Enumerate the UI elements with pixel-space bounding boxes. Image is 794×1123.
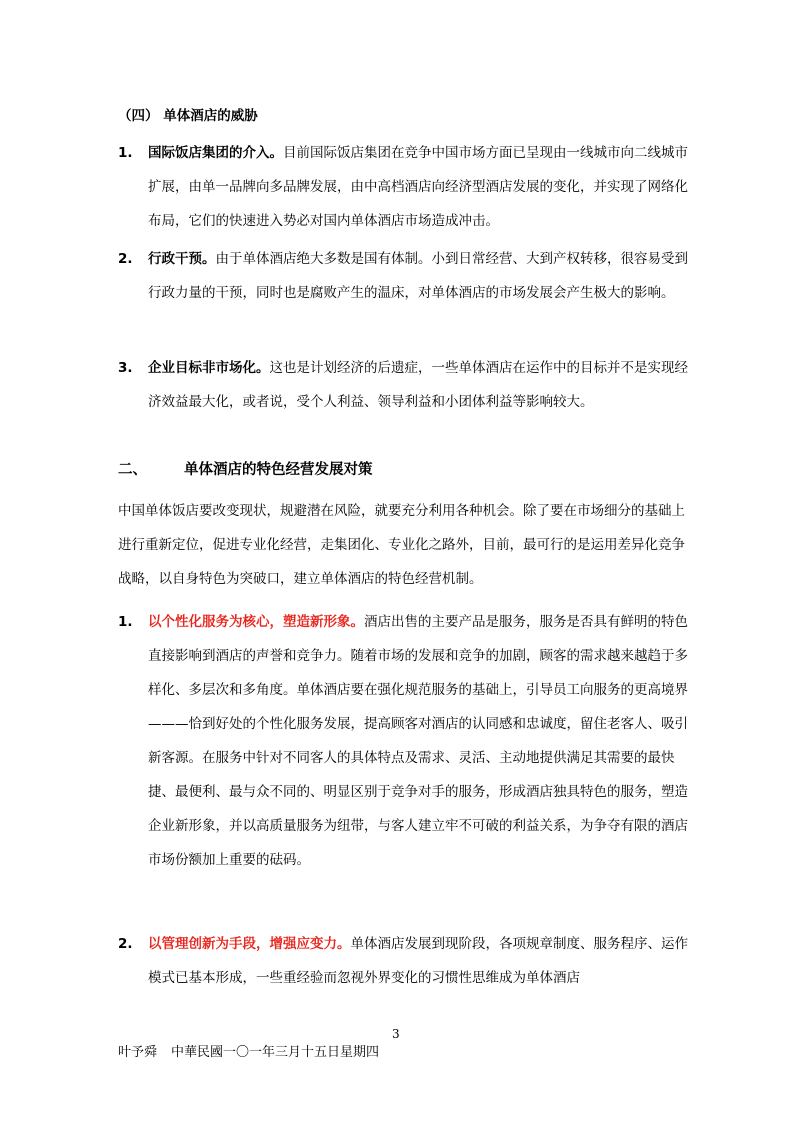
item-text: 单体酒店发展到现阶段，各项规章制度、服务程序、运作模式已基本形成，一些重经验而忽视外界变化的习惯性思维成为单体酒店 xyxy=(148,936,688,986)
intro-paragraph: 中国单体饭店要改变现状，规避潜在风险，就要充分利用各种机会。除了要在市场细分的基础上进行重新定位，促进专业化经营，走集团化、专业化之路外，目前，最可行的是运用差异化竞争战略，以自身特色为突破口，建立单体酒店的特色经营机制。 xyxy=(118,503,685,587)
item-text: 这也是计划经济的后遗症，一些单体酒店在运作中的目标并不是实现经济效益最大化，或者说，受个人利益、领导利益和小团体利益等影响较大。 xyxy=(148,360,688,410)
threats-heading: （四） 单体酒店的威胁 xyxy=(118,108,258,124)
item-number: 2. xyxy=(118,936,133,952)
item-lead: 国际饭店集团的介入。 xyxy=(148,145,283,161)
section-heading xyxy=(118,458,373,479)
item-text: 由于单体酒店绝大多数是国有体制。小到日常经营、大到产权转移，很容易受到行政力量的干预，同时也是腐败产生的温床，对单体酒店的市场发展会产生极大的影响。 xyxy=(148,251,688,301)
item-text: 酒店出售的主要产品是服务，服务是否具有鲜明的特色直接影响到酒店的声誉和竞争力。随着市场的发展和竞争的加剧，顾客的需求越来越趋于多样化、多层次和多角度。单体酒店要在强化规范服务的基础上，引导员工向服务的更高境界———恰到好处的个性化服务发展，提高顾客对酒店的认同感和忠诚度，留住老客人、吸引新客源。在服务中针对不同客人的具体特点及需求、灵活、主动地提供满足其需要的最快捷、最便利、最与众不同的、明显区别于竞争对手的服务，形成酒店独具特色的服务，塑造企业新形象，并以高质量服务为纽带，与客人建立牢不可破的利益关系，为争夺有限的酒店市场份额加上重要的砝码。 xyxy=(148,614,688,868)
item-lead: 企业目标非市场化。 xyxy=(148,360,270,376)
footer-date: 中華民國一〇一年三月十五日星期四 xyxy=(171,1045,380,1060)
threat-item-3 xyxy=(118,351,688,419)
footer xyxy=(118,1041,379,1060)
strategy-item-2 xyxy=(118,927,688,995)
section-title: 单体酒店的特色经营发展对策 xyxy=(184,462,373,478)
item-number: 2. xyxy=(118,251,133,267)
section-number: 二、 xyxy=(118,462,147,478)
item-number: 1. xyxy=(118,614,133,630)
item-lead: 以个性化服务为核心，塑造新形象。 xyxy=(148,614,364,630)
page-number: 3 xyxy=(392,1027,400,1041)
item-number: 1. xyxy=(118,145,133,161)
item-lead: 行政干预。 xyxy=(148,251,216,267)
threat-item-1 xyxy=(118,136,688,238)
item-lead: 以管理创新为手段，增强应变力。 xyxy=(148,936,351,952)
threat-item-2 xyxy=(118,242,688,310)
item-text: 目前国际饭店集团在竞争中国市场方面已呈现由一线城市向二线城市扩展，由单一品牌向多品牌发展，由中高档酒店向经济型酒店发展的变化，并实现了网络化布局，它们的快速进入势必对国内单体酒店市场造成冲击。 xyxy=(148,145,688,229)
strategy-item-1 xyxy=(118,605,688,877)
item-number: 3. xyxy=(118,360,133,376)
footer-author: 叶予舜 xyxy=(118,1045,158,1060)
